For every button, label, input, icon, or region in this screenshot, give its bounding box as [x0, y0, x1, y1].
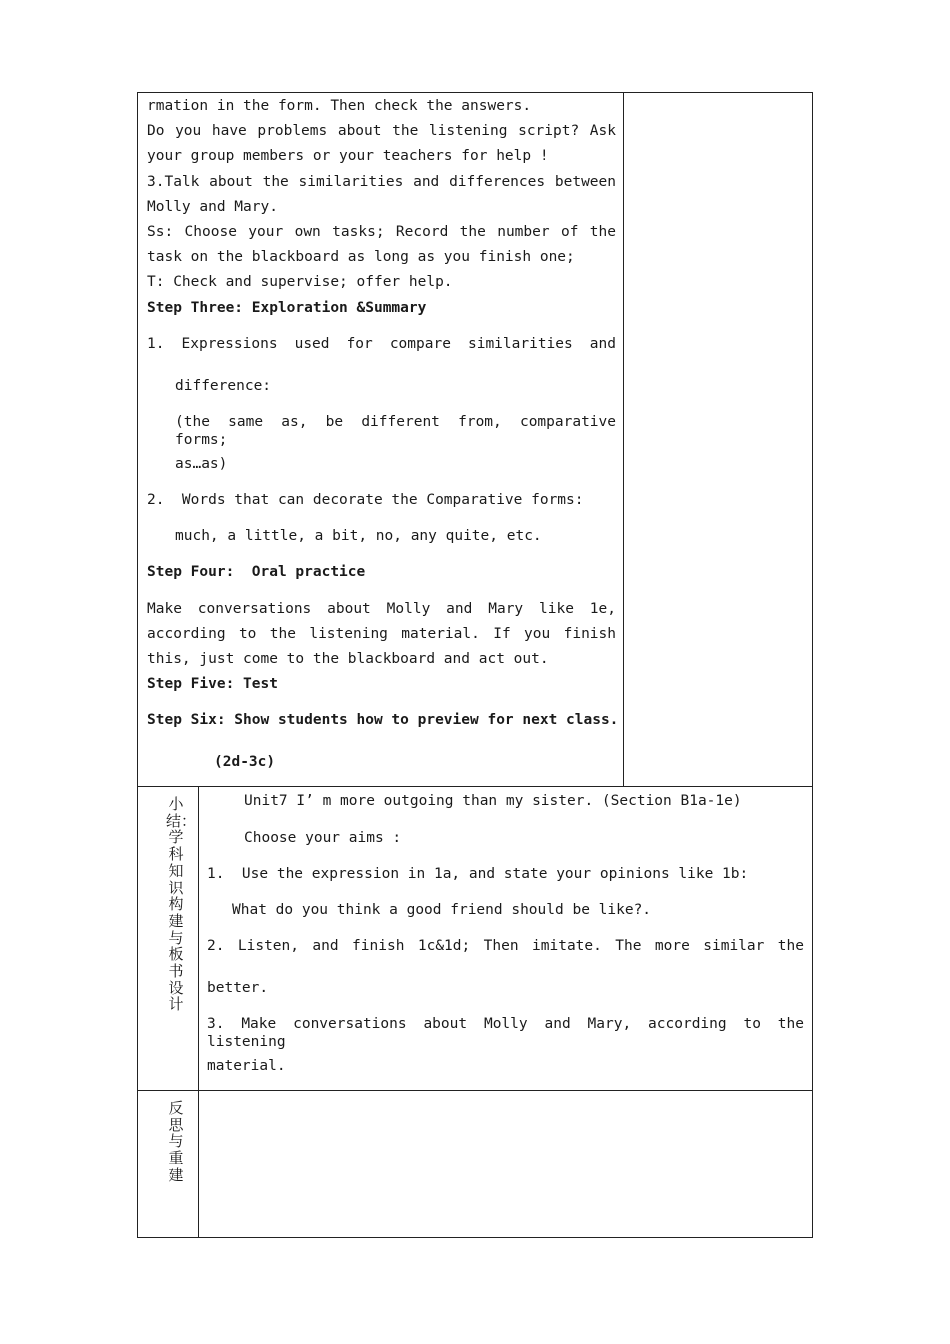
- list-item: 3. Make conversations about Molly and Mary, according to the listening: [207, 1016, 804, 1050]
- text-line: 3.Talk about the similarities and differences between: [147, 174, 616, 190]
- right-column-divider: [623, 92, 624, 787]
- text-line: according to the listening material. If you finish: [147, 626, 616, 642]
- reflection-cell: [199, 1091, 812, 1237]
- text-line: task on the blackboard as long as you finish one;: [147, 249, 575, 265]
- text-line: Make conversations about Molly and Mary like 1e,: [147, 601, 616, 617]
- text-line: this, just come to the blackboard and act out.: [147, 651, 549, 667]
- step-five-heading: Step Five: Test: [147, 676, 278, 692]
- list-item: better.: [207, 980, 269, 996]
- step-six-continuation: (2d-3c): [214, 754, 276, 770]
- list-item: 1. Use the expression in 1a, and state your opinions like 1b:: [207, 866, 749, 882]
- step-four-heading: Step Four: Oral practice: [147, 564, 366, 580]
- text-line: rmation in the form. Then check the answers.: [147, 98, 532, 114]
- row-divider-1: [137, 786, 813, 787]
- list-item: material.: [207, 1058, 286, 1074]
- step-six-heading: Step Six: Show students how to preview for next class.: [147, 712, 619, 728]
- list-item: 1. Expressions used for compare similarities and: [147, 336, 616, 352]
- reflection-label: 反思与重建: [168, 1099, 184, 1184]
- list-item: difference:: [175, 378, 272, 394]
- list-item: (the same as, be different from, comparative forms;: [175, 414, 616, 448]
- text-line: Do you have problems about the listening script? Ask: [147, 123, 616, 139]
- list-item: as…as): [175, 456, 228, 472]
- list-item: What do you think a good friend should be like?.: [232, 902, 652, 918]
- text-line: Molly and Mary.: [147, 199, 278, 215]
- list-item: 2. Words that can decorate the Comparative forms:: [147, 492, 584, 508]
- text-line: Ss: Choose your own tasks; Record the number of the: [147, 224, 616, 240]
- list-item: 2. Listen, and finish 1c&1d; Then imitate. The more similar the: [207, 938, 804, 954]
- text-line: T: Check and supervise; offer help.: [147, 274, 453, 290]
- step-three-heading: Step Three: Exploration &Summary: [147, 300, 427, 316]
- text-line: your group members or your teachers for help !: [147, 148, 549, 164]
- text-line: Choose your aims :: [244, 830, 402, 846]
- summary-label: 小结：学科知识构建与板书设计: [166, 795, 197, 1014]
- text-line: Unit7 I’ m more outgoing than my sister. (Section B1a-1e): [244, 793, 742, 809]
- list-item: much, a little, a bit, no, any quite, etc.: [175, 528, 542, 544]
